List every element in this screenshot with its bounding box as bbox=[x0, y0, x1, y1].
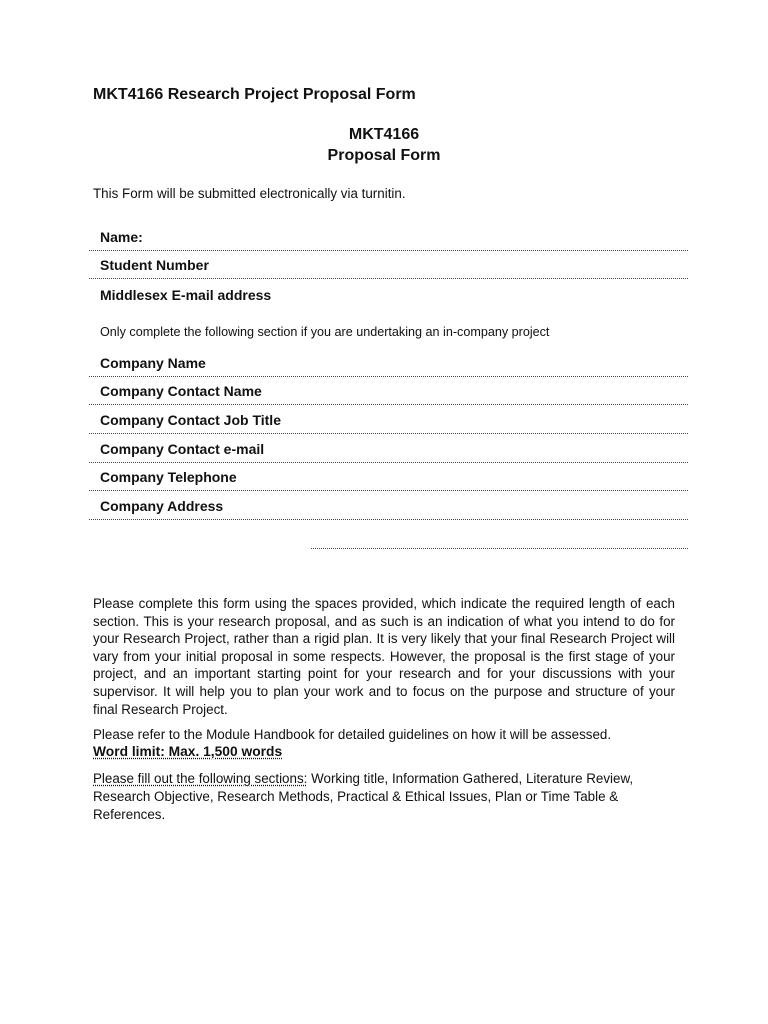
name-field[interactable] bbox=[89, 223, 688, 251]
instructions-paragraph: Please complete this form using the spaces provided, which indicate the required length of each section. This is your research proposal, and as such is an indication of what you intend to do for your Research Project, rather than a rigid plan. It is very likely that your final Research Project will vary from your initial proposal in some respects. However, the proposal is the first stage of your project, and an important starting point for your research and for your discussions with your supervisor. It will help you to plan your work and to focus on the purpose and structure of your final Research Project. bbox=[93, 596, 675, 717]
student-number-field[interactable] bbox=[89, 251, 688, 279]
form-title-code: MKT4166 bbox=[348, 126, 420, 143]
refer-text: Please refer to the Module Handbook for detailed guidelines on how it will be assessed. bbox=[93, 727, 612, 742]
company-contact-email-label: Company Contact e-mail bbox=[100, 441, 265, 457]
company-section-note: Only complete the following section if you are undertaking an in-company project bbox=[100, 325, 550, 339]
sections-list: Working title, Information Gathered, Literature Review, Research Objective, Research Methods, Practical & Ethical Issues, Plan or Time Table & References. bbox=[93, 771, 634, 822]
name-label: Name: bbox=[100, 229, 143, 245]
company-address-field[interactable] bbox=[89, 492, 688, 520]
word-limit: Word limit: Max. 1,500 words bbox=[93, 744, 283, 759]
student-number-label: Student Number bbox=[100, 257, 209, 273]
company-contact-name-label: Company Contact Name bbox=[100, 383, 262, 399]
company-address-label: Company Address bbox=[100, 498, 224, 514]
company-name-label: Company Name bbox=[100, 355, 206, 371]
company-contact-name-field[interactable] bbox=[89, 377, 688, 405]
email-label: Middlesex E-mail address bbox=[100, 287, 272, 303]
company-contact-job-title-label: Company Contact Job Title bbox=[100, 412, 281, 428]
sections-lead: Please fill out the following sections: bbox=[93, 771, 308, 786]
company-telephone-label: Company Telephone bbox=[100, 469, 237, 485]
form-title bbox=[0, 124, 768, 166]
form-title-name: Proposal Form bbox=[327, 147, 441, 164]
company-address-continuation-line[interactable] bbox=[311, 548, 688, 549]
intro-text: This Form will be submitted electronically via turnitin. bbox=[93, 186, 406, 201]
company-telephone-field[interactable] bbox=[89, 463, 688, 491]
document-header-title: MKT4166 Research Project Proposal Form bbox=[93, 86, 416, 103]
email-field[interactable] bbox=[89, 280, 688, 308]
sections-text bbox=[93, 770, 653, 824]
company-contact-job-title-field[interactable] bbox=[89, 406, 688, 434]
company-contact-email-field[interactable] bbox=[89, 435, 688, 463]
company-name-field[interactable] bbox=[89, 349, 688, 377]
